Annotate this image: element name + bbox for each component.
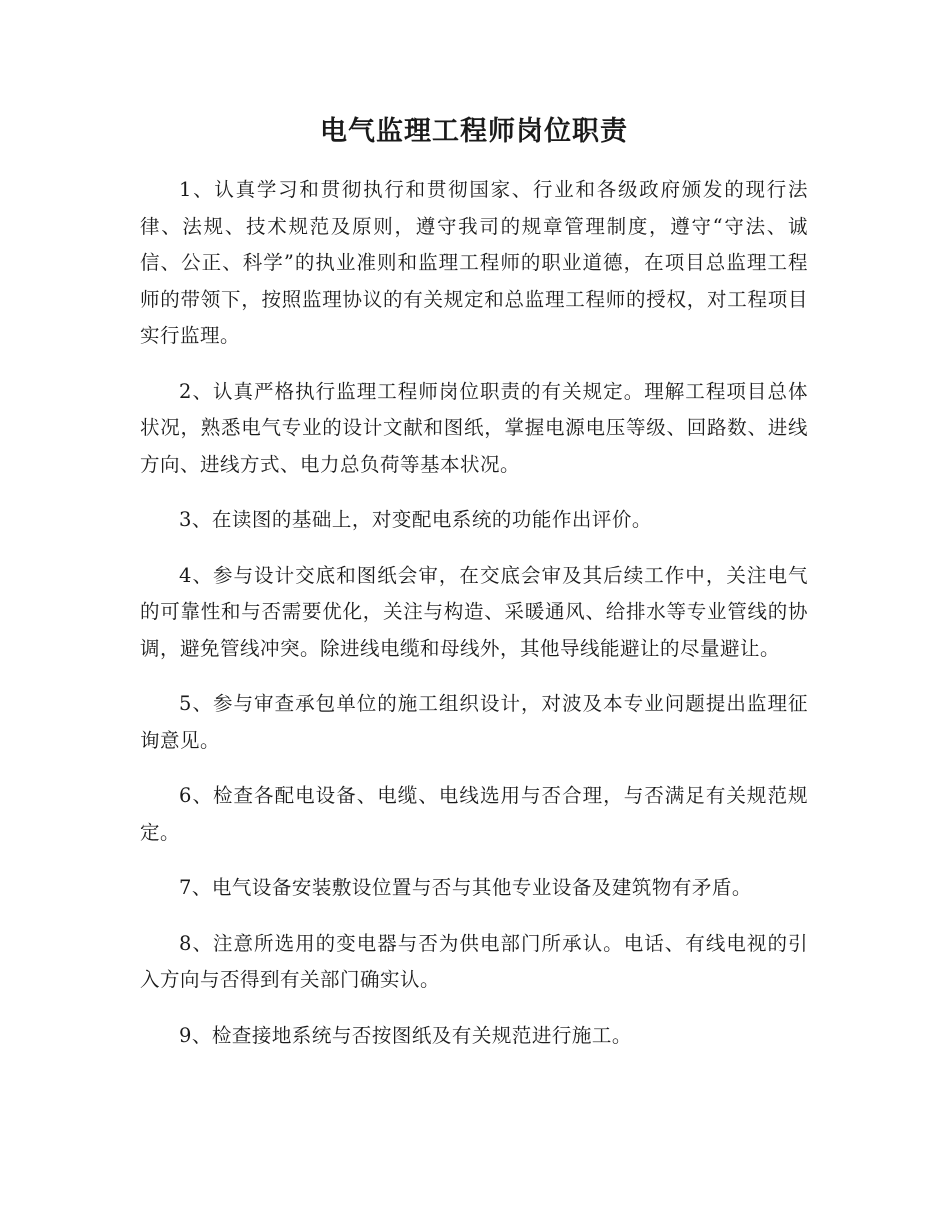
- paragraph-9: 9、检查接地系统与否按图纸及有关规范进行施工。: [179, 1023, 632, 1047]
- paragraph-6: 6、检查各配电设备、电缆、电线选用与否合理，与否满足有关规范规定。: [140, 784, 808, 844]
- paragraph-2: 2、认真严格执行监理工程师岗位职责的有关规定。理解工程项目总体状况，熟悉电气专业的设计文献和图纸，掌握电源电压等级、回路数、进线方向、进线方式、电力总负荷等基本状况。: [140, 379, 808, 476]
- paragraph-5: 5、参与审查承包单位的施工组织设计，对波及本专业问题提出监理征询意见。: [140, 692, 808, 752]
- document-page: [140, 112, 808, 1073]
- paragraph-4: 4、参与设计交底和图纸会审，在交底会审及其后续工作中，关注电气的可靠性和与否需要优化，关注与构造、采暖通风、给排水等专业管线的协调，避免管线冲突。除进线电缆和母线外，其他导线能避让的尽量避让。: [140, 563, 808, 660]
- paragraph-8: 8、注意所选用的变电器与否为供电部门所承认。电话、有线电视的引入方向与否得到有关部门确实认。: [140, 931, 808, 991]
- document-title: 电气监理工程师岗位职责: [320, 116, 628, 147]
- paragraph-1: 1、认真学习和贯彻执行和贯彻国家、行业和各级政府颁发的现行法律、法规、技术规范及原则，遵守我司的规章管理制度，遵守“守法、诚信、公正、科学”的执业准则和监理工程师的职业道德，在项目总监理工程师的带领下，按照监理协议的有关规定和总监理工程师的授权，对工程项目实行监理。: [140, 178, 808, 347]
- paragraph-3: 3、在读图的基础上，对变配电系统的功能作出评价。: [179, 508, 652, 531]
- paragraph-7: 7、电气设备安装敷设位置与否与其他专业设备及建筑物有矛盾。: [179, 876, 752, 899]
